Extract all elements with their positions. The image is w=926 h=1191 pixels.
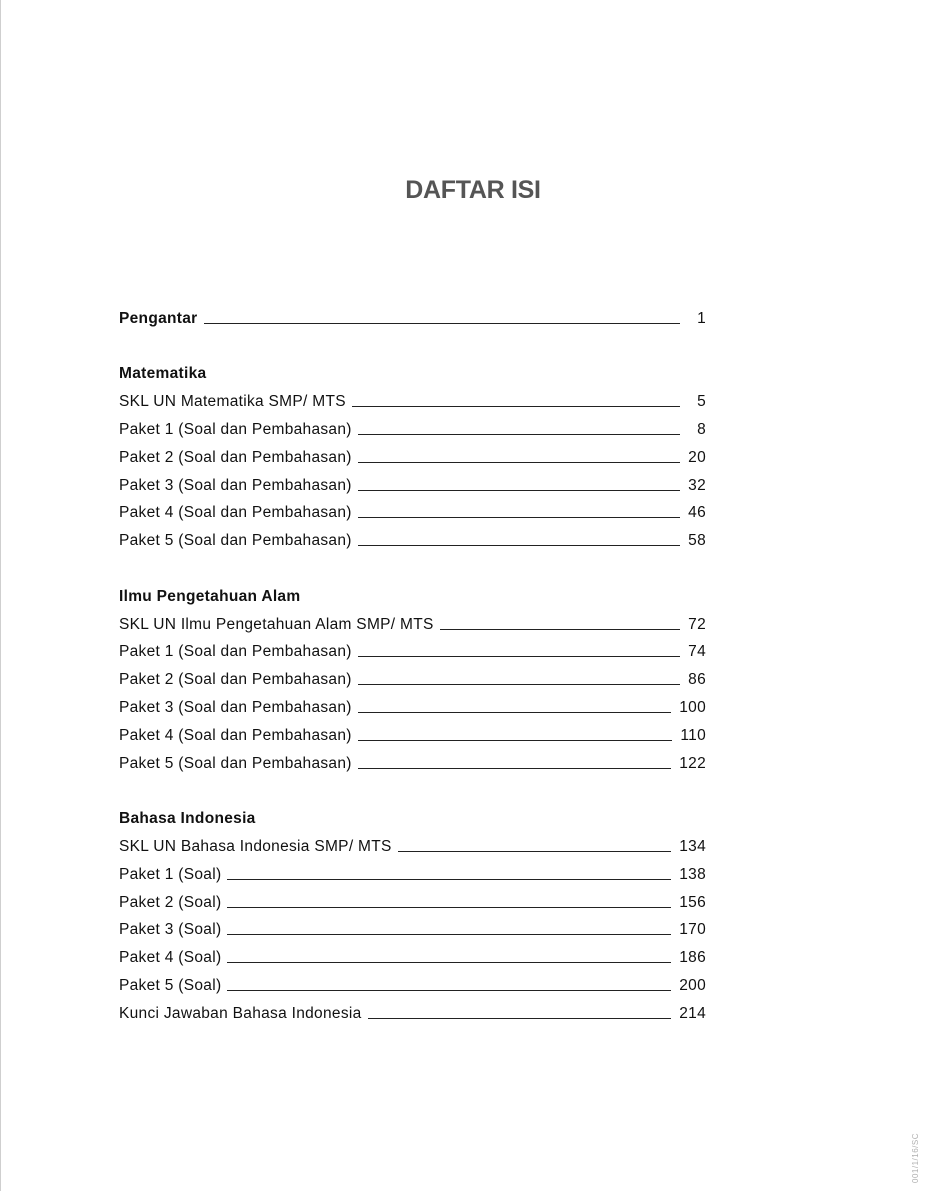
dot-leader — [204, 323, 681, 324]
dot-leader — [358, 462, 680, 463]
section-heading-bahasa-indonesia: Bahasa Indonesia — [119, 810, 256, 828]
toc-entry-label: Paket 5 (Soal dan Pembahasan) — [119, 532, 352, 550]
section-gap — [119, 328, 706, 356]
dot-leader — [358, 490, 680, 491]
dot-leader — [440, 629, 680, 630]
toc-page-number: 20 — [688, 448, 706, 466]
toc-page-number: 86 — [688, 671, 706, 689]
toc-page-number: 138 — [679, 865, 706, 883]
toc-page-number: 72 — [688, 615, 706, 633]
dot-leader — [358, 768, 672, 769]
section-gap — [119, 550, 706, 578]
section-gap — [119, 773, 706, 801]
toc-page-number: 32 — [688, 476, 706, 494]
toc-entry[interactable] — [119, 383, 706, 411]
toc-entry-label: Paket 1 (Soal dan Pembahasan) — [119, 643, 352, 661]
dot-leader — [352, 406, 680, 407]
toc-page-number: 1 — [697, 309, 706, 327]
dot-leader — [227, 934, 671, 935]
toc-entry[interactable] — [119, 634, 706, 662]
toc-entry[interactable] — [119, 745, 706, 773]
section-heading-ipa: Ilmu Pengetahuan Alam — [119, 587, 301, 605]
dot-leader — [227, 962, 671, 963]
page-title: DAFTAR ISI — [405, 176, 541, 204]
toc-entry-label: SKL UN Bahasa Indonesia SMP/ MTS — [119, 837, 392, 855]
dot-leader — [358, 712, 672, 713]
toc-page-number: 74 — [688, 643, 706, 661]
toc-page-number: 5 — [697, 393, 706, 411]
toc-page-number: 122 — [679, 754, 706, 772]
toc-entry-label: Paket 5 (Soal dan Pembahasan) — [119, 754, 352, 772]
toc-entry-label: Paket 4 (Soal dan Pembahasan) — [119, 504, 352, 522]
dot-leader — [368, 1018, 672, 1019]
toc-entry[interactable] — [119, 828, 706, 856]
dot-leader — [227, 907, 671, 908]
toc-entry-label: Paket 2 (Soal) — [119, 893, 222, 911]
toc-entry[interactable] — [119, 717, 706, 745]
dot-leader — [227, 990, 671, 991]
toc-entry-label: Paket 1 (Soal) — [119, 865, 222, 883]
toc-entry-label: Pengantar — [119, 309, 198, 327]
table-of-contents — [119, 300, 706, 1023]
dot-leader — [358, 517, 680, 518]
toc-entry-label: Paket 4 (Soal dan Pembahasan) — [119, 726, 352, 744]
dot-leader — [358, 656, 680, 657]
toc-entry-label: Paket 2 (Soal dan Pembahasan) — [119, 448, 352, 466]
toc-entry[interactable] — [119, 939, 706, 967]
toc-entry-label: Paket 5 (Soal) — [119, 976, 222, 994]
toc-page-number: 46 — [688, 504, 706, 522]
toc-entry[interactable] — [119, 522, 706, 550]
toc-entry[interactable] — [119, 661, 706, 689]
toc-page-number: 58 — [688, 532, 706, 550]
toc-entry-label: Paket 3 (Soal dan Pembahasan) — [119, 698, 352, 716]
toc-page-number: 134 — [679, 837, 706, 855]
toc-page-number: 214 — [679, 1004, 706, 1022]
toc-entry[interactable] — [119, 689, 706, 717]
toc-entry-label: Paket 4 (Soal) — [119, 949, 222, 967]
section-entries-matematika — [119, 383, 706, 550]
dot-leader — [358, 684, 680, 685]
toc-entry[interactable] — [119, 495, 706, 523]
toc-entry-label: SKL UN Ilmu Pengetahuan Alam SMP/ MTS — [119, 615, 434, 633]
toc-entry-label: Kunci Jawaban Bahasa Indonesia — [119, 1004, 362, 1022]
section-heading-matematika: Matematika — [119, 365, 207, 383]
toc-page-number: 8 — [697, 420, 706, 438]
toc-entry[interactable] — [119, 856, 706, 884]
toc-entry-label: Paket 3 (Soal dan Pembahasan) — [119, 476, 352, 494]
toc-entry[interactable] — [119, 995, 706, 1023]
toc-entry-label: Paket 1 (Soal dan Pembahasan) — [119, 420, 352, 438]
dot-leader — [398, 851, 672, 852]
dot-leader — [227, 879, 671, 880]
toc-entry-label: Paket 2 (Soal dan Pembahasan) — [119, 671, 352, 689]
dot-leader — [358, 740, 673, 741]
toc-page-number: 200 — [679, 976, 706, 994]
toc-entry-intro[interactable] — [119, 300, 706, 328]
toc-entry-label: SKL UN Matematika SMP/ MTS — [119, 393, 346, 411]
toc-entry[interactable] — [119, 912, 706, 940]
toc-page-number: 110 — [680, 726, 706, 744]
toc-entry[interactable] — [119, 439, 706, 467]
toc-page-number: 156 — [679, 893, 706, 911]
dot-leader — [358, 545, 680, 546]
section-entries-bahasa-indonesia — [119, 828, 706, 1023]
toc-page-number: 186 — [679, 949, 706, 967]
dot-leader — [358, 434, 680, 435]
toc-entry[interactable] — [119, 606, 706, 634]
toc-entry-label: Paket 3 (Soal) — [119, 921, 222, 939]
toc-page-number: 170 — [679, 921, 706, 939]
toc-page-number: 100 — [679, 698, 706, 716]
toc-entry[interactable] — [119, 884, 706, 912]
section-entries-ipa — [119, 606, 706, 773]
toc-entry[interactable] — [119, 467, 706, 495]
toc-entry[interactable] — [119, 967, 706, 995]
toc-entry[interactable] — [119, 411, 706, 439]
print-code: 001/1/16/SC — [911, 1133, 920, 1183]
